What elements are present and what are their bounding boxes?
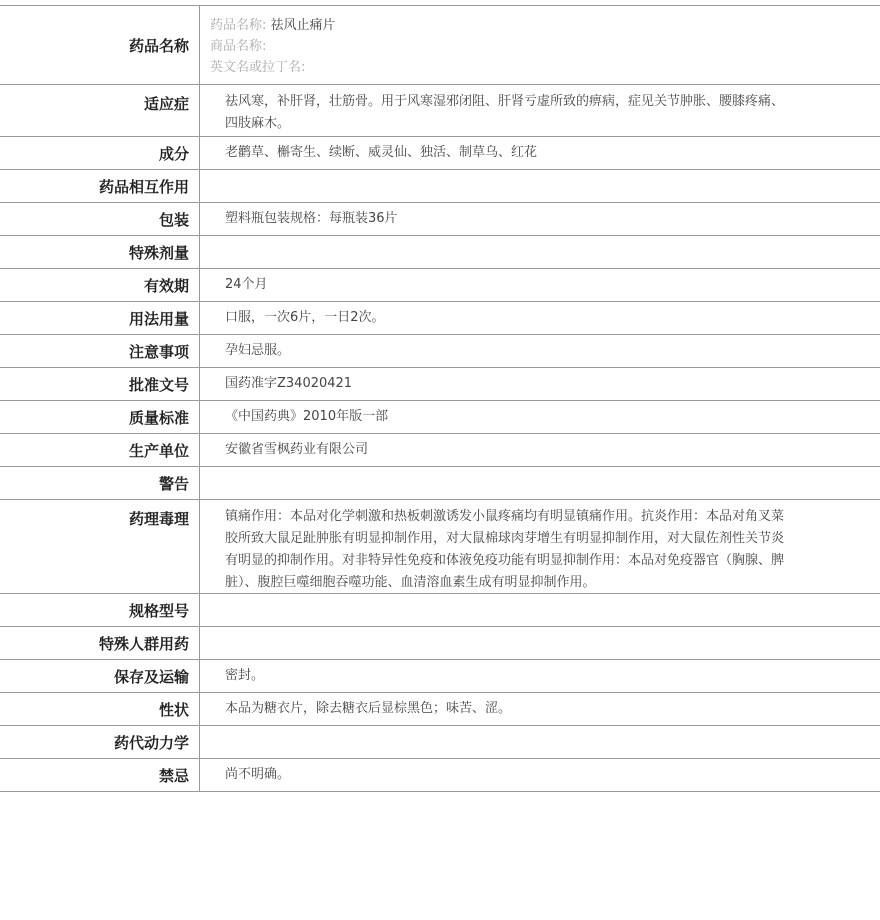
row-label: 警告 (0, 467, 200, 499)
row-interactions (0, 170, 880, 203)
row-value: 塑料瓶包装规格：每瓶装36片 (225, 211, 398, 226)
row-value: 24个月 (225, 277, 268, 292)
row-approval-number (0, 368, 880, 401)
row-label: 特殊人群用药 (0, 627, 200, 659)
trade-name-line (210, 36, 790, 57)
row-label: 成分 (0, 137, 200, 169)
row-package (0, 203, 880, 236)
row-value (200, 236, 880, 268)
row-label: 药理毒理 (0, 500, 200, 593)
row-value: 国药准字Z34020421 (225, 376, 353, 391)
row-dosage (0, 302, 880, 335)
row-value: 安徽省雪枫药业有限公司 (225, 442, 369, 457)
drug-names-block (200, 6, 880, 84)
row-value: 口服，一次6片，一日2次。 (225, 310, 385, 325)
row-value: 本品为糖衣片，除去糖衣后显棕黑色；味苦、涩。 (225, 701, 512, 716)
row-quality-standard (0, 401, 880, 434)
row-label: 包装 (0, 203, 200, 235)
row-label: 保存及运输 (0, 660, 200, 692)
row-value (200, 594, 880, 626)
row-value (200, 726, 880, 758)
row-pharmacokinetics (0, 726, 880, 759)
row-label: 批准文号 (0, 368, 200, 400)
row-value (200, 467, 880, 499)
row-label: 药品名称 (0, 6, 200, 84)
english-name-label: 英文名或拉丁名: (210, 60, 306, 75)
english-name-line (210, 57, 790, 78)
row-value (200, 170, 880, 202)
generic-name-label: 药品名称: (210, 18, 267, 33)
row-special-populations (0, 627, 880, 660)
trade-name-label: 商品名称: (210, 39, 267, 54)
row-indications (0, 85, 880, 137)
row-value: 镇痛作用：本品对化学刺激和热板刺激诱发小鼠疼痛均有明显镇痛作用。抗炎作用：本品对角叉菜胶所致大鼠足趾肿胀有明显抑制作用，对大鼠棉球肉芽增生有明显抑制作用，对大鼠佐剂性关节炎有明显的抑制作用。对非特异性免疫和体液免疫功能有明显抑制作用：本品对免疫器官（胸腺、脾脏）、腹腔巨噬细胞吞噬功能、血清溶血素生成有明显抑制作用。 (225, 509, 785, 590)
row-specification (0, 594, 880, 627)
row-value: 尚不明确。 (225, 767, 291, 782)
row-warning (0, 467, 880, 500)
row-pharmacology (0, 500, 880, 594)
row-manufacturer (0, 434, 880, 467)
row-value: 祛风寒，补肝肾，壮筋骨。用于风寒湿邪闭阻、肝肾亏虚所致的痹病，症见关节肿胀、腰膝疼痛、四肢麻木。 (225, 94, 785, 131)
row-drug-name (0, 6, 880, 85)
generic-name-value: 祛风止痛片 (270, 18, 336, 33)
row-storage (0, 660, 880, 693)
row-label: 适应症 (0, 85, 200, 136)
row-value: 老鹳草、槲寄生、续断、威灵仙、独活、制草乌、红花 (225, 145, 538, 160)
row-value: 密封。 (225, 668, 265, 683)
row-label: 禁忌 (0, 759, 200, 791)
row-label: 规格型号 (0, 594, 200, 626)
row-value: 《中国药典》2010年版一部 (225, 409, 389, 424)
row-special-dosage (0, 236, 880, 269)
row-label: 药品相互作用 (0, 170, 200, 202)
row-description (0, 693, 880, 726)
row-label: 质量标准 (0, 401, 200, 433)
row-shelf-life (0, 269, 880, 302)
row-label: 生产单位 (0, 434, 200, 466)
row-ingredients (0, 137, 880, 170)
row-contraindications (0, 759, 880, 792)
row-label: 有效期 (0, 269, 200, 301)
row-label: 用法用量 (0, 302, 200, 334)
row-label: 注意事项 (0, 335, 200, 367)
row-label: 特殊剂量 (0, 236, 200, 268)
row-label: 性状 (0, 693, 200, 725)
row-label: 药代动力学 (0, 726, 200, 758)
drug-info-table (0, 5, 880, 792)
generic-name-line (210, 15, 790, 36)
row-value: 孕妇忌服。 (225, 343, 291, 358)
row-value (200, 627, 880, 659)
row-precautions (0, 335, 880, 368)
